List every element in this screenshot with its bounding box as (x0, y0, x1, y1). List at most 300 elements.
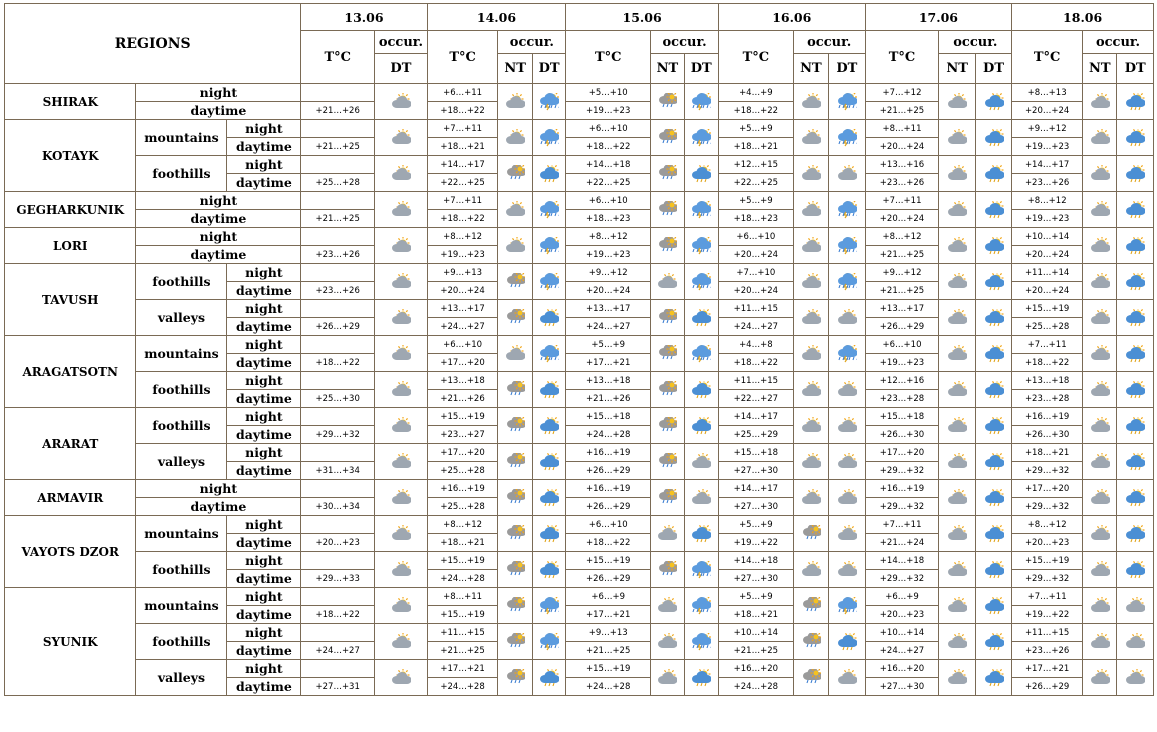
region-name: LORI (5, 228, 136, 264)
temperature-value: +17…+21 (1012, 660, 1083, 678)
day-weather-icon (829, 372, 865, 408)
temperature-value: +15…+19 (566, 552, 651, 570)
night-label: night (136, 228, 301, 246)
temperature-value: +11…+14 (1012, 264, 1083, 282)
table-row (5, 552, 1154, 570)
temperature-value (301, 588, 375, 606)
temperature-value: +18…+23 (566, 210, 651, 228)
temperature-value: +15…+19 (1012, 552, 1083, 570)
temperature-value: +19…+23 (1012, 210, 1083, 228)
temperature-value: +29…+32 (1012, 462, 1083, 480)
weather-icon (375, 516, 428, 552)
daytime-label: daytime (227, 642, 301, 660)
night-weather-icon (1083, 192, 1117, 228)
temperature-value: +8…+12 (427, 228, 498, 246)
night-label: night (227, 300, 301, 318)
day-weather-icon (975, 516, 1011, 552)
temperature-value: +26…+30 (865, 426, 939, 444)
night-label: night (136, 480, 301, 498)
temperature-value: +18…+22 (718, 354, 793, 372)
night-weather-icon (498, 624, 532, 660)
temperature-value: +20…+23 (1012, 534, 1083, 552)
temperature-value (301, 228, 375, 246)
night-label: night (136, 84, 301, 102)
night-weather-icon (939, 192, 975, 228)
forecast-table (4, 3, 1154, 696)
day-weather-icon (829, 264, 865, 300)
day-weather-icon (1117, 336, 1154, 372)
subarea-name: valleys (136, 444, 227, 480)
day-weather-icon (975, 372, 1011, 408)
temperature-value: +18…+21 (1012, 444, 1083, 462)
night-weather-icon (651, 588, 684, 624)
day-weather-icon (1117, 408, 1154, 444)
table-row (5, 264, 1154, 282)
temperature-value: +20…+24 (1012, 282, 1083, 300)
day-weather-icon (532, 408, 565, 444)
night-weather-icon (793, 264, 828, 300)
temperature-value: +21…+26 (301, 102, 375, 120)
date-header-2: 14.06 (427, 4, 566, 31)
day-weather-icon (532, 624, 565, 660)
temperature-value: +19…+22 (1012, 606, 1083, 624)
table-row (5, 660, 1154, 678)
temperature-value: +4…+8 (718, 336, 793, 354)
region-name: KOTAYK (5, 120, 136, 192)
temperature-value: +17…+21 (566, 354, 651, 372)
day-weather-icon (532, 552, 565, 588)
temperature-value: +18…+21 (718, 606, 793, 624)
temp-header-4: T°C (718, 31, 793, 84)
temperature-value: +22…+25 (566, 174, 651, 192)
temperature-value: +6…+10 (865, 336, 939, 354)
table-row (5, 588, 1154, 606)
temperature-value: +5…+10 (566, 84, 651, 102)
date-header-6: 18.06 (1012, 4, 1154, 31)
day-weather-icon (1117, 372, 1154, 408)
temperature-value: +20…+24 (718, 282, 793, 300)
day-weather-icon (975, 624, 1011, 660)
temperature-value: +9…+13 (427, 264, 498, 282)
night-weather-icon (939, 552, 975, 588)
night-label: night (227, 444, 301, 462)
day-weather-icon (532, 480, 565, 516)
temperature-value: +20…+23 (865, 606, 939, 624)
temperature-value: +23…+26 (301, 282, 375, 300)
day-weather-icon (684, 192, 718, 228)
day-weather-icon (829, 552, 865, 588)
night-label: night (136, 192, 301, 210)
temp-header-6: T°C (1012, 31, 1083, 84)
temperature-value: +8…+12 (865, 228, 939, 246)
day-weather-icon (829, 408, 865, 444)
temperature-value: +29…+32 (301, 426, 375, 444)
day-weather-icon (975, 336, 1011, 372)
temperature-value: +30…+34 (301, 498, 375, 516)
temperature-value: +18…+22 (718, 102, 793, 120)
weather-icon (375, 264, 428, 300)
temperature-value: +6…+10 (566, 516, 651, 534)
temperature-value: +26…+29 (566, 570, 651, 588)
temperature-value: +14…+17 (718, 480, 793, 498)
night-weather-icon (498, 372, 532, 408)
night-weather-icon (498, 84, 532, 120)
daytime-label: daytime (136, 210, 301, 228)
day-weather-icon (829, 300, 865, 336)
temperature-value: +20…+24 (865, 138, 939, 156)
occur-header-2: occur. (498, 31, 566, 54)
temperature-value: +29…+32 (865, 498, 939, 516)
night-weather-icon (939, 336, 975, 372)
temperature-value: +19…+23 (1012, 138, 1083, 156)
temperature-value: +16…+20 (865, 660, 939, 678)
nt-header-4: NT (793, 54, 828, 84)
temperature-value: +15…+19 (427, 408, 498, 426)
temperature-value: +16…+19 (1012, 408, 1083, 426)
day-weather-icon (829, 516, 865, 552)
temp-header-2: T°C (427, 31, 498, 84)
temperature-value: +24…+27 (427, 318, 498, 336)
temp-header-1: T°C (301, 31, 375, 84)
day-weather-icon (975, 192, 1011, 228)
temperature-value: +19…+23 (566, 102, 651, 120)
temperature-value: +20…+24 (1012, 102, 1083, 120)
temperature-value: +24…+27 (566, 318, 651, 336)
day-weather-icon (829, 120, 865, 156)
temperature-value: +10…+14 (865, 624, 939, 642)
temperature-value: +17…+21 (566, 606, 651, 624)
night-weather-icon (793, 120, 828, 156)
weather-icon (375, 624, 428, 660)
day-weather-icon (1117, 300, 1154, 336)
daytime-label: daytime (227, 570, 301, 588)
table-row (5, 408, 1154, 426)
temperature-value (301, 372, 375, 390)
temperature-value: +5…+9 (566, 336, 651, 354)
temperature-value: +17…+20 (865, 444, 939, 462)
temperature-value: +8…+12 (1012, 192, 1083, 210)
day-weather-icon (975, 264, 1011, 300)
night-weather-icon (939, 120, 975, 156)
day-weather-icon (1117, 228, 1154, 264)
day-weather-icon (684, 264, 718, 300)
occur-header-3: occur. (651, 31, 719, 54)
night-weather-icon (793, 372, 828, 408)
temperature-value (301, 192, 375, 210)
night-weather-icon (793, 588, 828, 624)
night-weather-icon (1083, 228, 1117, 264)
temperature-value: +10…+14 (1012, 228, 1083, 246)
temperature-value: +9…+13 (566, 624, 651, 642)
night-weather-icon (1083, 336, 1117, 372)
temperature-value: +24…+27 (865, 642, 939, 660)
temperature-value: +23…+28 (1012, 390, 1083, 408)
night-weather-icon (651, 480, 684, 516)
day-weather-icon (1117, 444, 1154, 480)
night-weather-icon (651, 516, 684, 552)
region-name: SYUNIK (5, 588, 136, 696)
temperature-value: +29…+32 (865, 462, 939, 480)
table-row (5, 480, 1154, 498)
temperature-value: +21…+25 (865, 102, 939, 120)
temperature-value (301, 336, 375, 354)
temperature-value: +31…+34 (301, 462, 375, 480)
night-weather-icon (498, 120, 532, 156)
date-header-5: 17.06 (865, 4, 1012, 31)
day-weather-icon (975, 120, 1011, 156)
temperature-value: +8…+12 (1012, 516, 1083, 534)
night-weather-icon (498, 588, 532, 624)
temperature-value: +11…+15 (1012, 624, 1083, 642)
daytime-label: daytime (227, 462, 301, 480)
day-weather-icon (829, 480, 865, 516)
day-weather-icon (1117, 156, 1154, 192)
temperature-value: +18…+23 (718, 210, 793, 228)
temperature-value: +15…+19 (566, 660, 651, 678)
table-row (5, 120, 1154, 138)
occur-header-6: occur. (1083, 31, 1154, 54)
night-weather-icon (1083, 516, 1117, 552)
weather-icon (375, 444, 428, 480)
temperature-value: +27…+30 (718, 498, 793, 516)
night-weather-icon (793, 624, 828, 660)
night-weather-icon (651, 120, 684, 156)
night-weather-icon (939, 480, 975, 516)
subarea-name: mountains (136, 120, 227, 156)
nt-header-3: NT (651, 54, 684, 84)
temperature-value: +14…+18 (865, 552, 939, 570)
day-weather-icon (975, 444, 1011, 480)
temperature-value: +19…+23 (865, 354, 939, 372)
day-weather-icon (684, 588, 718, 624)
daytime-label: daytime (227, 390, 301, 408)
temperature-value: +25…+29 (718, 426, 793, 444)
temperature-value: +8…+13 (1012, 84, 1083, 102)
daytime-label: daytime (227, 282, 301, 300)
temperature-value (301, 408, 375, 426)
temperature-value: +9…+12 (865, 264, 939, 282)
temperature-value: +11…+15 (718, 372, 793, 390)
dt-header-1: DT (375, 54, 428, 84)
night-label: night (227, 408, 301, 426)
table-row (5, 516, 1154, 534)
temperature-value: +27…+30 (718, 570, 793, 588)
temperature-value: +6…+10 (566, 120, 651, 138)
dt-header-2: DT (532, 54, 565, 84)
weather-icon (375, 84, 428, 120)
night-weather-icon (498, 444, 532, 480)
subarea-name: foothills (136, 408, 227, 444)
subarea-name: valleys (136, 660, 227, 696)
day-weather-icon (532, 372, 565, 408)
subarea-name: mountains (136, 516, 227, 552)
temperature-value: +27…+30 (718, 462, 793, 480)
temperature-value: +6…+10 (566, 192, 651, 210)
temperature-value: +18…+22 (301, 606, 375, 624)
night-weather-icon (651, 408, 684, 444)
subarea-name: foothills (136, 264, 227, 300)
weather-icon (375, 408, 428, 444)
temperature-value: +22…+27 (718, 390, 793, 408)
temperature-value: +23…+27 (427, 426, 498, 444)
night-label: night (227, 588, 301, 606)
occur-header-1: occur. (375, 31, 428, 54)
weather-icon (375, 660, 428, 696)
daytime-label: daytime (227, 174, 301, 192)
nt-header-2: NT (498, 54, 532, 84)
night-weather-icon (939, 516, 975, 552)
day-weather-icon (975, 156, 1011, 192)
temperature-value: +7…+11 (1012, 588, 1083, 606)
day-weather-icon (684, 480, 718, 516)
night-weather-icon (793, 84, 828, 120)
temperature-value: +20…+24 (1012, 246, 1083, 264)
temperature-value: +21…+25 (301, 138, 375, 156)
night-weather-icon (1083, 408, 1117, 444)
subarea-name: foothills (136, 372, 227, 408)
region-name: SHIRAK (5, 84, 136, 120)
night-weather-icon (939, 300, 975, 336)
table-row (5, 300, 1154, 318)
temperature-value: +6…+10 (427, 336, 498, 354)
day-weather-icon (1117, 480, 1154, 516)
night-weather-icon (498, 516, 532, 552)
day-weather-icon (532, 516, 565, 552)
daytime-label: daytime (227, 678, 301, 696)
weather-icon (375, 588, 428, 624)
table-row (5, 156, 1154, 174)
temperature-value: +15…+19 (427, 606, 498, 624)
night-weather-icon (793, 480, 828, 516)
temperature-value: +13…+18 (566, 372, 651, 390)
day-weather-icon (1117, 120, 1154, 156)
night-weather-icon (651, 84, 684, 120)
temperature-value (301, 624, 375, 642)
temperature-value: +8…+11 (427, 588, 498, 606)
night-label: night (227, 624, 301, 642)
daytime-label: daytime (227, 426, 301, 444)
day-weather-icon (684, 372, 718, 408)
region-name: VAYOTS DZOR (5, 516, 136, 588)
night-weather-icon (1083, 300, 1117, 336)
night-weather-icon (793, 192, 828, 228)
region-name: ARARAT (5, 408, 136, 480)
table-row (5, 336, 1154, 354)
night-label: night (227, 156, 301, 174)
day-weather-icon (1117, 660, 1154, 696)
night-weather-icon (651, 156, 684, 192)
night-weather-icon (793, 336, 828, 372)
day-weather-icon (829, 336, 865, 372)
night-weather-icon (793, 516, 828, 552)
temperature-value: +24…+27 (301, 642, 375, 660)
temperature-value: +5…+9 (718, 516, 793, 534)
day-weather-icon (532, 192, 565, 228)
night-label: night (227, 660, 301, 678)
night-weather-icon (939, 624, 975, 660)
subarea-name: foothills (136, 624, 227, 660)
temperature-value: +8…+12 (566, 228, 651, 246)
temperature-value: +9…+12 (566, 264, 651, 282)
temperature-value: +18…+21 (427, 534, 498, 552)
temperature-value: +16…+19 (865, 480, 939, 498)
temperature-value: +15…+18 (718, 444, 793, 462)
temperature-value: +20…+24 (865, 210, 939, 228)
day-weather-icon (1117, 84, 1154, 120)
temperature-value: +17…+20 (1012, 480, 1083, 498)
occur-header-4: occur. (793, 31, 865, 54)
temperature-value (301, 444, 375, 462)
dt-header-4: DT (829, 54, 865, 84)
temperature-value: +6…+10 (718, 228, 793, 246)
region-name: ARMAVIR (5, 480, 136, 516)
temperature-value: +16…+19 (566, 480, 651, 498)
temperature-value: +24…+28 (566, 426, 651, 444)
temperature-value: +24…+28 (566, 678, 651, 696)
night-weather-icon (1083, 588, 1117, 624)
day-weather-icon (975, 300, 1011, 336)
temperature-value: +24…+28 (427, 678, 498, 696)
temperature-value: +23…+26 (1012, 174, 1083, 192)
temperature-value: +14…+18 (566, 156, 651, 174)
day-weather-icon (532, 444, 565, 480)
temperature-value: +21…+25 (718, 642, 793, 660)
day-weather-icon (684, 624, 718, 660)
temperature-value (301, 84, 375, 102)
temperature-value: +8…+11 (865, 120, 939, 138)
weather-icon (375, 156, 428, 192)
temperature-value: +9…+12 (1012, 120, 1083, 138)
temperature-value (301, 156, 375, 174)
weather-icon (375, 372, 428, 408)
day-weather-icon (532, 228, 565, 264)
nt-header-6: NT (1083, 54, 1117, 84)
temperature-value: +14…+17 (427, 156, 498, 174)
day-weather-icon (532, 264, 565, 300)
temperature-value: +27…+31 (301, 678, 375, 696)
day-weather-icon (975, 480, 1011, 516)
subarea-name: mountains (136, 588, 227, 624)
night-label: night (227, 516, 301, 534)
date-header-1: 13.06 (301, 4, 427, 31)
table-row (5, 372, 1154, 390)
day-weather-icon (975, 660, 1011, 696)
table-row (5, 192, 1154, 210)
temperature-value: +21…+25 (865, 282, 939, 300)
night-weather-icon (793, 552, 828, 588)
temperature-value: +26…+30 (1012, 426, 1083, 444)
occur-header-5: occur. (939, 31, 1012, 54)
temperature-value: +22…+25 (427, 174, 498, 192)
table-row (5, 228, 1154, 246)
temperature-value: +14…+18 (718, 552, 793, 570)
temperature-value (301, 264, 375, 282)
night-weather-icon (1083, 552, 1117, 588)
temperature-value: +5…+9 (718, 588, 793, 606)
day-weather-icon (975, 84, 1011, 120)
temperature-value: +29…+32 (865, 570, 939, 588)
temperature-value: +5…+9 (718, 192, 793, 210)
night-label: night (227, 264, 301, 282)
temperature-value: +13…+17 (427, 300, 498, 318)
weather-icon (375, 228, 428, 264)
daytime-label: daytime (136, 246, 301, 264)
weather-icon (375, 300, 428, 336)
day-weather-icon (532, 588, 565, 624)
temperature-value: +29…+33 (301, 570, 375, 588)
temperature-value: +25…+28 (427, 498, 498, 516)
day-weather-icon (829, 588, 865, 624)
